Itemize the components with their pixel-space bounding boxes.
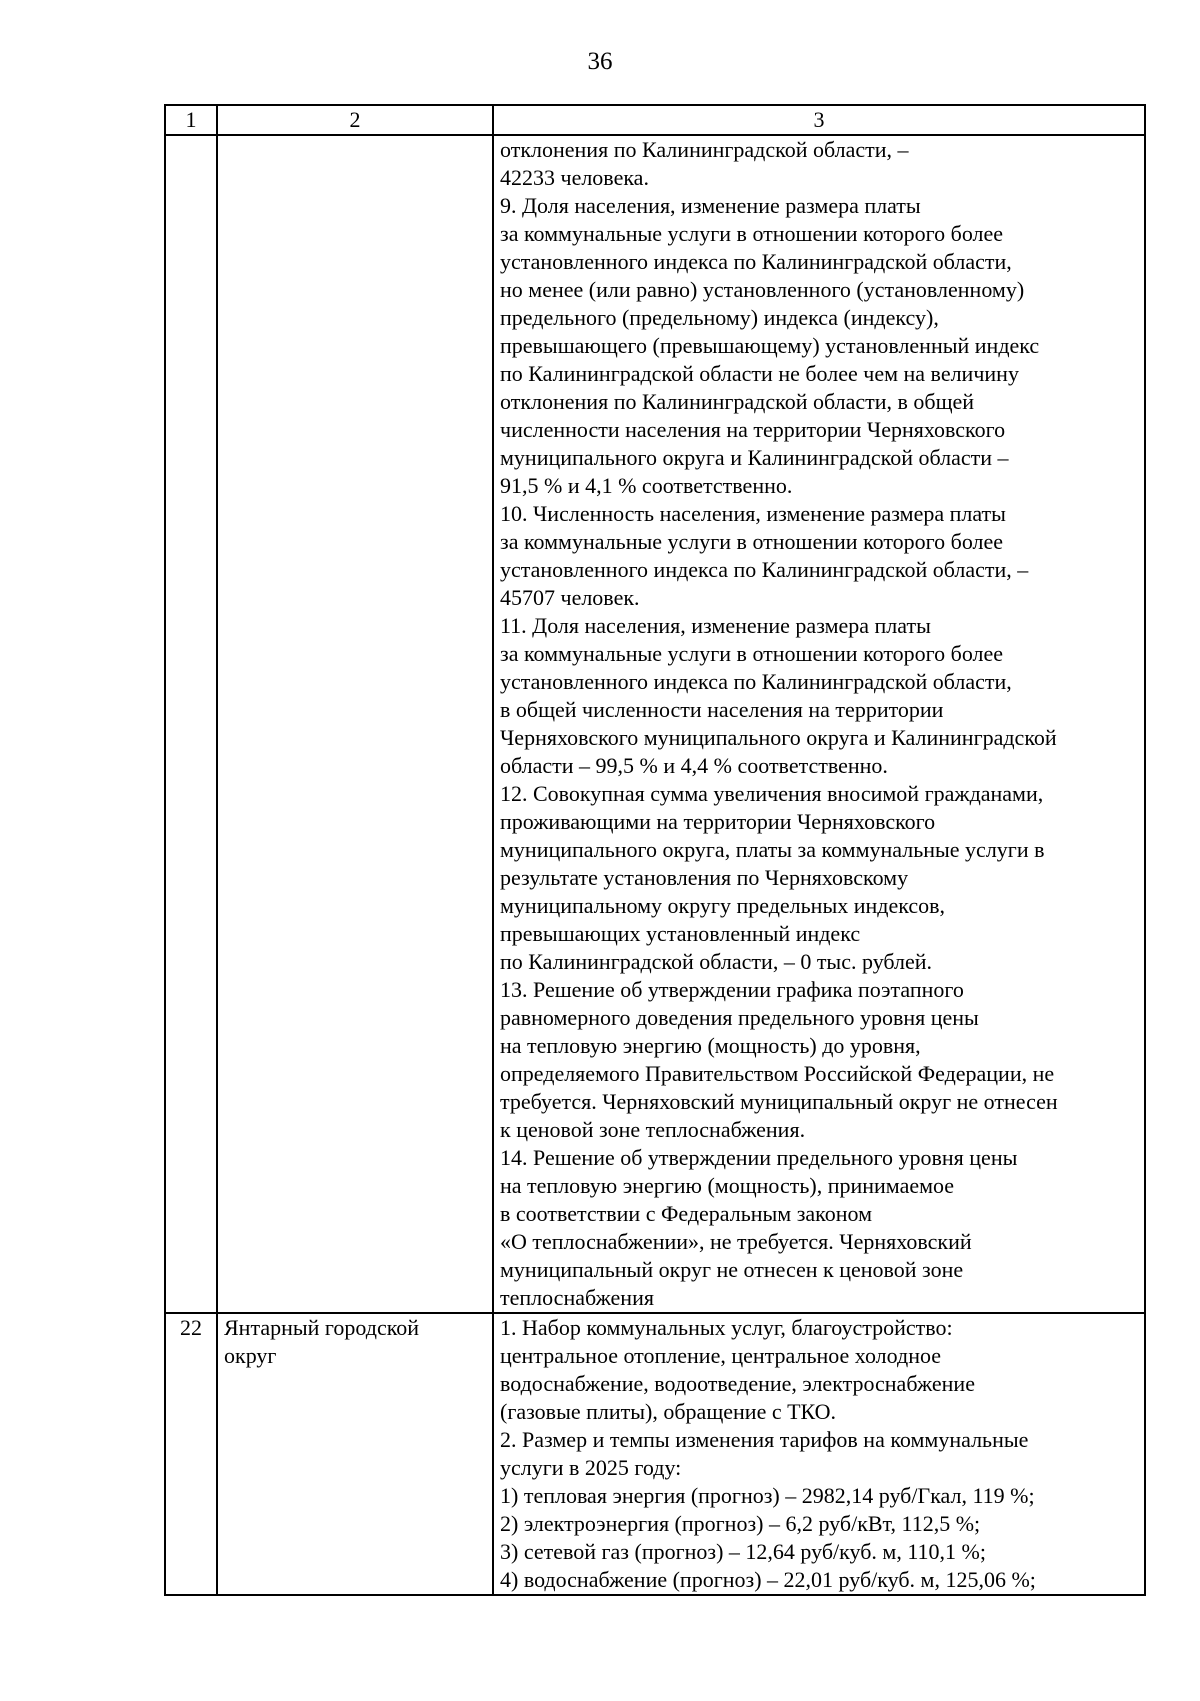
description-line: 91,5 % и 4,1 % соответственно. bbox=[500, 473, 793, 498]
description-line: установленного индекса по Калининградской области, bbox=[500, 249, 1012, 274]
description-line: 10. Численность населения, изменение размера платы bbox=[500, 501, 1006, 526]
table-row bbox=[165, 135, 1145, 1313]
description-line: области – 99,5 % и 4,4 % соответственно. bbox=[500, 753, 888, 778]
description-line: отклонения по Калининградской области, – bbox=[500, 137, 909, 162]
description-line: за коммунальные услуги в отношении которого более bbox=[500, 221, 1004, 246]
description-line: результате установления по Черняховскому bbox=[500, 865, 909, 890]
description-line: 12. Совокупная сумма увеличения вносимой гражданами, bbox=[500, 781, 1044, 806]
description-line: численности населения на территории Черняховского bbox=[500, 417, 1006, 442]
description-line: центральное отопление, центральное холодное bbox=[500, 1343, 942, 1368]
description-line: 14. Решение об утверждении предельного уровня цены bbox=[500, 1145, 1018, 1170]
municipality-name-cell bbox=[217, 1313, 493, 1595]
description-line: определяемого Правительством Российской Федерации, не bbox=[500, 1061, 1055, 1086]
description-line: равномерного доведения предельного уровня цены bbox=[500, 1005, 979, 1030]
table-header bbox=[165, 105, 1145, 135]
document-table bbox=[164, 104, 1146, 1596]
description-line: предельного (предельному) индекса (индексу), bbox=[500, 305, 939, 330]
description-line: по Калининградской области, – 0 тыс. рублей. bbox=[500, 949, 933, 974]
description-cell bbox=[493, 135, 1145, 1313]
description-line: за коммунальные услуги в отношении которого более bbox=[500, 641, 1004, 666]
table-header-row bbox=[165, 105, 1145, 135]
municipality-name-line: Янтарный городской bbox=[224, 1315, 420, 1340]
description-line: по Калининградской области не более чем на величину bbox=[500, 361, 1019, 386]
description-line: 13. Решение об утверждении графика поэтапного bbox=[500, 977, 964, 1002]
description-line: отклонения по Калининградской области, в общей bbox=[500, 389, 975, 414]
description-line: превышающего (превышающему) установленный индекс bbox=[500, 333, 1040, 358]
description-line: 1. Набор коммунальных услуг, благоустройство: bbox=[500, 1315, 953, 1340]
description-line: превышающих установленный индекс bbox=[500, 921, 861, 946]
description-line: муниципальный округ не отнесен к ценовой зоне bbox=[500, 1257, 964, 1282]
row-number-cell bbox=[165, 135, 217, 1313]
description-line: к ценовой зоне теплоснабжения. bbox=[500, 1117, 806, 1142]
description-line: установленного индекса по Калининградской области, – bbox=[500, 557, 1029, 582]
municipality-name-line: округ bbox=[224, 1343, 277, 1368]
description-line: теплоснабжения bbox=[500, 1285, 654, 1310]
column-header-3: 3 bbox=[493, 105, 1145, 135]
description-line: за коммунальные услуги в отношении которого более bbox=[500, 529, 1004, 554]
table-row bbox=[165, 1313, 1145, 1595]
description-line: но менее (или равно) установленного (установленному) bbox=[500, 277, 1025, 302]
description-line: (газовые плиты), обращение с ТКО. bbox=[500, 1399, 837, 1424]
description-line: 3) сетевой газ (прогноз) – 12,64 руб/куб. м, 110,1 %; bbox=[500, 1539, 986, 1564]
description-line: 9. Доля населения, изменение размера платы bbox=[500, 193, 921, 218]
description-line: «О теплоснабжении», не требуется. Черняховский bbox=[500, 1229, 972, 1254]
description-line: 42233 человека. bbox=[500, 165, 649, 190]
description-line: на тепловую энергию (мощность) до уровня, bbox=[500, 1033, 921, 1058]
description-line: в общей численности населения на территории bbox=[500, 697, 944, 722]
description-line: услуги в 2025 году: bbox=[500, 1455, 682, 1480]
description-line: 45707 человек. bbox=[500, 585, 640, 610]
description-line: Черняховского муниципального округа и Калининградской bbox=[500, 725, 1057, 750]
description-line: 2. Размер и темпы изменения тарифов на коммунальные bbox=[500, 1427, 1029, 1452]
description-line: 1) тепловая энергия (прогноз) – 2982,14 руб/Гкал, 119 %; bbox=[500, 1483, 1035, 1508]
description-line: муниципального округа и Калининградской области – bbox=[500, 445, 1009, 470]
description-line: в соответствии с Федеральным законом bbox=[500, 1201, 873, 1226]
description-line: водоснабжение, водоотведение, электроснабжение bbox=[500, 1371, 975, 1396]
description-line: муниципальному округу предельных индексов, bbox=[500, 893, 946, 918]
table-body bbox=[165, 135, 1145, 1595]
column-header-2: 2 bbox=[217, 105, 493, 135]
row-number-cell: 22 bbox=[165, 1313, 217, 1595]
description-line: установленного индекса по Калининградской области, bbox=[500, 669, 1012, 694]
description-line: муниципального округа, платы за коммунальные услуги в bbox=[500, 837, 1045, 862]
page-number: 36 bbox=[587, 48, 613, 75]
description-line: 11. Доля населения, изменение размера платы bbox=[500, 613, 931, 638]
description-line: 2) электроэнергия (прогноз) – 6,2 руб/кВт, 112,5 %; bbox=[500, 1511, 981, 1536]
description-cell bbox=[493, 1313, 1145, 1595]
description-line: проживающими на территории Черняховского bbox=[500, 809, 936, 834]
description-line: требуется. Черняховский муниципальный округ не отнесен bbox=[500, 1089, 1058, 1114]
column-header-1: 1 bbox=[165, 105, 217, 135]
municipality-name-cell bbox=[217, 135, 493, 1313]
description-line: на тепловую энергию (мощность), принимаемое bbox=[500, 1173, 955, 1198]
description-line: 4) водоснабжение (прогноз) – 22,01 руб/куб. м, 125,06 %; bbox=[500, 1567, 1036, 1592]
